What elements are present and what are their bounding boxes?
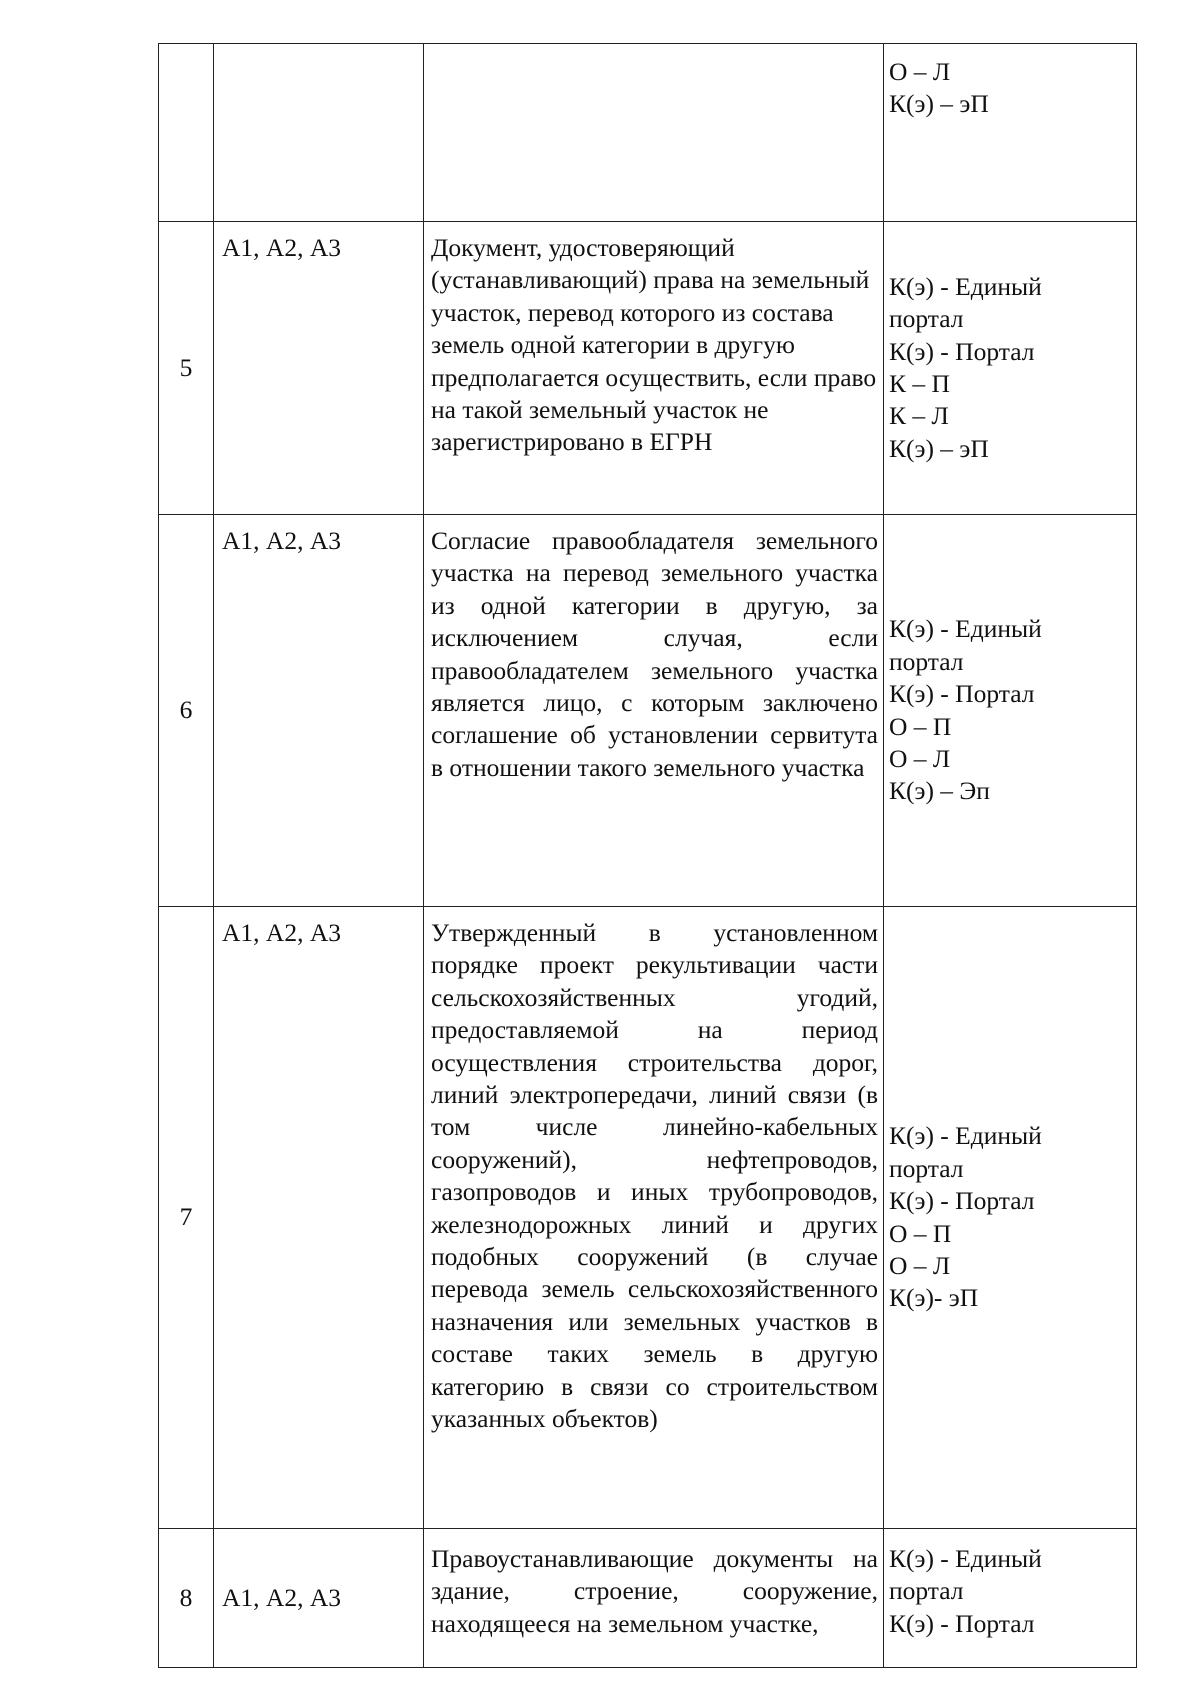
source-line: портал [889,1576,964,1606]
source-line: О – Л [889,743,951,773]
source-line: К(э)- эП [889,1283,979,1313]
table-row [159,1529,1137,1668]
source-line: К(э) - Портал [889,336,1035,366]
row-number-cell [159,907,214,1529]
source-line: О – П [889,711,952,741]
source-line: К(э) – эП [889,89,989,119]
documents-table [158,43,1137,1668]
document-cell [424,44,884,222]
source-line: К(э) - Портал [889,679,1035,709]
table-row [159,515,1137,907]
source-line: К(э) – Эп [889,776,990,806]
source-line: К(э) - Единый [889,1121,1042,1151]
row-number: 5 [179,352,193,382]
document-text: Документ, удостоверяющий (устанавливающий) права на земельный участок, перевод которого из состава земель одной категории в другую предполагается осуществить, если право на такой земельный участок не зарегистрировано в ЕГРН [431,233,877,457]
sources-cell [884,515,1137,907]
sources-cell [884,907,1137,1529]
applicants-cell [214,222,424,515]
sources-cell [884,44,1137,222]
source-line: К(э) - Единый [889,614,1042,644]
row-number: 8 [179,1582,193,1612]
applicants-cell [214,1529,424,1668]
row-number-cell [159,1529,214,1668]
source-line: портал [889,304,964,334]
document-cell [424,907,884,1529]
source-line: О – Л [889,57,951,86]
source-line: портал [889,1153,964,1183]
source-line: О – П [889,1218,952,1248]
applicants-text: А1, А2, А3 [222,1582,341,1612]
applicants-text: А1, А2, А3 [222,233,341,262]
source-line: К – Л [889,401,949,431]
source-line: К – П [889,369,950,398]
document-text: Правоустанавливающие документы на здание, строение, сооружение, находящееся на земельном участке, [431,1544,878,1638]
applicants-cell [214,515,424,907]
source-line: К(э) - Портал [889,1186,1035,1216]
source-line: К(э) - Портал [889,1608,1035,1638]
source-line: К(э) - Единый [889,1544,1042,1573]
sources-cell [884,1529,1137,1668]
applicants-cell [214,44,424,222]
applicants-cell [214,907,424,1529]
table-row [159,907,1137,1529]
row-number-cell [159,222,214,515]
document-text: Согласие правообладателя земельного участка на перевод земельного участка из одной категории в другую, за исключением случая, если правообладателем земельного участка является лицо, с которым заключено соглашение об установлении сервитута в отношении такого земельного участка [431,526,878,782]
document-cell [424,1529,884,1668]
document-text: Утвержденный в установленном порядке проект рекультивации части сельскохозяйственных угодий, предоставляемой на период осуществления строительства дорог, линий электропередачи, линий связи (в том числе линейно-кабельных сооружений), нефтепроводов, газопроводов и иных трубопроводов, железнодорожных линий и других подобных сооружений (в случае перевода земель сельскохозяйственного назначения или земельных участков в составе таких земель в другую категорию в связи со строительством указанных объектов) [431,918,878,1434]
row-number: 7 [179,1202,193,1232]
table-row [159,44,1137,222]
document-cell [424,222,884,515]
row-number-cell [159,515,214,907]
row-number: 6 [179,695,193,725]
source-line: О – Л [889,1250,951,1280]
row-number-cell [159,44,214,222]
source-line: К(э) - Единый [889,271,1042,301]
source-line: К(э) – эП [889,433,989,463]
document-cell [424,515,884,907]
applicants-text: А1, А2, А3 [222,918,341,947]
table-row [159,222,1137,515]
sources-cell [884,222,1137,515]
applicants-text: А1, А2, А3 [222,526,341,555]
source-line: портал [889,646,964,676]
